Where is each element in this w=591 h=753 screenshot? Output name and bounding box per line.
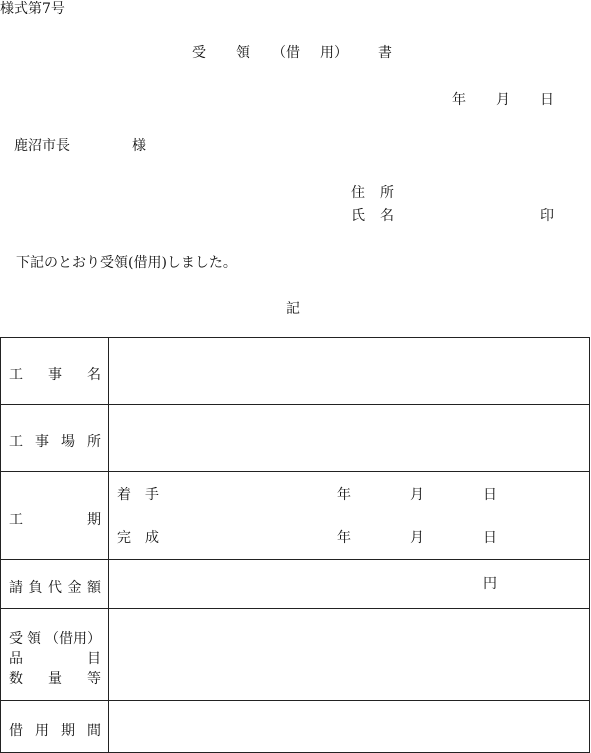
construction-site-label-cell xyxy=(1,405,109,472)
addressee-name: 鹿沼市長 xyxy=(14,138,70,154)
ki-heading: 記 xyxy=(286,301,300,317)
table-row xyxy=(1,338,590,405)
start-label-char: 手 xyxy=(145,487,159,503)
name-label-char: 名 xyxy=(380,208,394,224)
label-char: 代 xyxy=(48,580,62,596)
date-year-unit: 年 xyxy=(452,92,466,108)
date-month-unit: 月 xyxy=(496,92,510,108)
period-value-cell[interactable] xyxy=(109,472,590,560)
form-number: 様式第7号 xyxy=(0,1,65,17)
label-char: 期 xyxy=(87,512,101,528)
title-char: 領 xyxy=(236,45,250,61)
label-char: （借用） xyxy=(45,631,101,647)
loan-period-value-cell[interactable] xyxy=(109,701,590,753)
construction-name-label-cell xyxy=(1,338,109,405)
label-char: 負 xyxy=(28,580,43,596)
contract-amount-value-cell[interactable] xyxy=(109,560,590,609)
completion-day-unit: 日 xyxy=(483,530,497,546)
label-char: 受 xyxy=(9,631,23,647)
label-char: 名 xyxy=(87,367,101,383)
construction-name-value-cell[interactable] xyxy=(109,338,590,405)
construction-site-value-cell[interactable] xyxy=(109,405,590,472)
table-row xyxy=(1,609,590,701)
addressee-honorific: 様 xyxy=(132,138,146,154)
table-row xyxy=(1,701,590,753)
table-row xyxy=(1,560,590,609)
label-char: 品 xyxy=(9,651,23,667)
completion-label-char: 完 xyxy=(117,530,131,546)
table-row xyxy=(1,472,590,560)
title-char: 受 xyxy=(192,45,206,61)
label-char: 所 xyxy=(87,434,101,450)
contract-amount-label-cell xyxy=(1,560,109,609)
label-char: 事 xyxy=(48,367,62,383)
label-char: 場 xyxy=(61,434,75,450)
label-char: 量 xyxy=(48,671,62,687)
label-char: 工 xyxy=(9,434,23,450)
date-day-unit: 日 xyxy=(540,92,554,108)
title-char: 書 xyxy=(378,45,392,61)
start-day-unit: 日 xyxy=(483,487,497,503)
start-month-unit: 月 xyxy=(410,487,424,503)
start-year-unit: 年 xyxy=(337,487,351,503)
label-char: 工 xyxy=(9,512,23,528)
table-row xyxy=(1,405,590,472)
statement-text: 下記のとおり受領(借用)しました。 xyxy=(16,255,237,271)
title-char: （借 xyxy=(272,45,300,61)
label-char: 事 xyxy=(35,434,49,450)
yen-unit: 円 xyxy=(483,576,497,592)
start-label-char: 着 xyxy=(117,487,131,503)
label-char: 間 xyxy=(87,723,101,739)
name-label-char: 氏 xyxy=(351,208,365,224)
construction-form-table xyxy=(0,337,590,753)
label-char: 請 xyxy=(9,580,23,596)
label-char: 工 xyxy=(9,367,23,383)
loan-period-label-cell xyxy=(1,701,109,753)
label-char: 領 xyxy=(27,631,41,647)
label-char: 額 xyxy=(87,580,101,596)
completion-label-char: 成 xyxy=(145,530,159,546)
label-char: 目 xyxy=(87,651,101,667)
label-char: 数 xyxy=(9,671,23,687)
label-char: 用 xyxy=(35,723,49,739)
label-char: 金 xyxy=(67,580,82,596)
seal-mark: 印 xyxy=(540,208,554,224)
label-char: 等 xyxy=(87,671,101,687)
label-char: 借 xyxy=(9,723,23,739)
label-char: 期 xyxy=(61,723,75,739)
title-char: 用） xyxy=(320,45,348,61)
items-value-cell[interactable] xyxy=(109,609,590,701)
completion-month-unit: 月 xyxy=(410,530,424,546)
completion-year-unit: 年 xyxy=(337,530,351,546)
address-label-char: 住 xyxy=(351,185,365,201)
period-label-cell xyxy=(1,472,109,560)
address-label-char: 所 xyxy=(380,185,394,201)
items-label-cell xyxy=(1,609,109,701)
